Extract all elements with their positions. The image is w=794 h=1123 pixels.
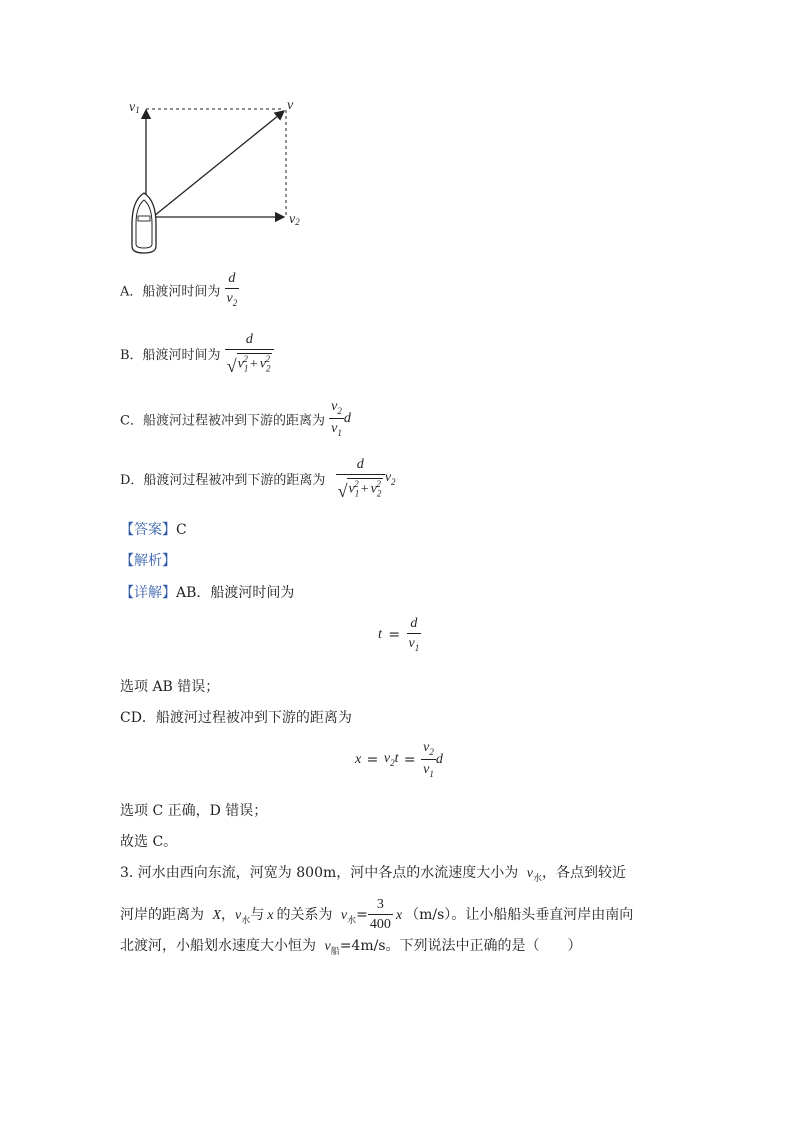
detail-line2: 选项 AB 错误；: [120, 679, 220, 695]
q3-fraction: $\frac{3}{400}$: [369, 897, 391, 932]
option-c: C．船渡河过程被冲到下游的距离为 $\frac{v_2}{v_1}$ d: [120, 399, 351, 438]
detail-line3: CD．船渡河过程被冲到下游的距离为: [120, 710, 352, 726]
label-v: v: [287, 98, 294, 113]
detail-line1: 【详解】AB．船渡河时间为: [120, 585, 295, 601]
analysis-tag: 【解析】: [120, 553, 176, 569]
option-d: D．船渡河过程被冲到下游的距离为 d √ $v_1^2 + v_2^2$ $v_2$: [120, 457, 396, 502]
option-a-fraction: $\frac{d}{v_2}$: [226, 271, 238, 308]
option-d-text: D．船渡河过程被冲到下游的距离为: [120, 473, 326, 489]
option-a: [120, 272, 239, 308]
detail-line5: 故选 C。: [120, 834, 178, 850]
equation-2: $x = v_2t$ = $\frac{v_2}{v_1}$ d: [355, 740, 443, 779]
velocity-diagram: [120, 96, 320, 266]
v-arrow: [154, 111, 284, 216]
q3-line1: 3. 河水由西向东流，河宽为 800m，河中各点的水流速度大小为 $v_水$，各点到较近: [120, 865, 626, 883]
boat-icon: [132, 193, 156, 253]
label-v2: v2: [289, 212, 300, 227]
option-b-text: B．船渡河时间为: [120, 348, 221, 364]
q3-line3: 北渡河，小船划水速度大小恒为 $v_船=4m/s$。下列说法中正确的是（ ）: [120, 938, 582, 956]
q3-line2: 河岸的距离为 X，$v_水$与 x 的关系为 $v_水=$ $\frac{3}{400}$ x （m/s）。让小船船头垂直河岸由南向: [120, 897, 634, 932]
detail-line4: 选项 C 正确，D 错误；: [120, 803, 268, 819]
answer-tag: 【答案】: [120, 522, 176, 538]
option-c-text: C．船渡河过程被冲到下游的距离为: [120, 413, 325, 429]
option-c-fraction: $\frac{v_2}{v_1}$: [331, 399, 342, 438]
answer-line: [120, 519, 187, 539]
option-b: [120, 332, 274, 377]
option-a-text: A．船渡河时间为: [120, 284, 221, 300]
label-v1: v1: [129, 100, 140, 115]
option-b-fraction: d √ $v_1^2 + v_2^2$: [225, 333, 274, 374]
answer-value: C: [176, 522, 187, 538]
equation-1: t = $\frac{d}{v_1}$: [378, 616, 420, 653]
option-d-fraction: d √ $v_1^2 + v_2^2$: [336, 458, 385, 499]
